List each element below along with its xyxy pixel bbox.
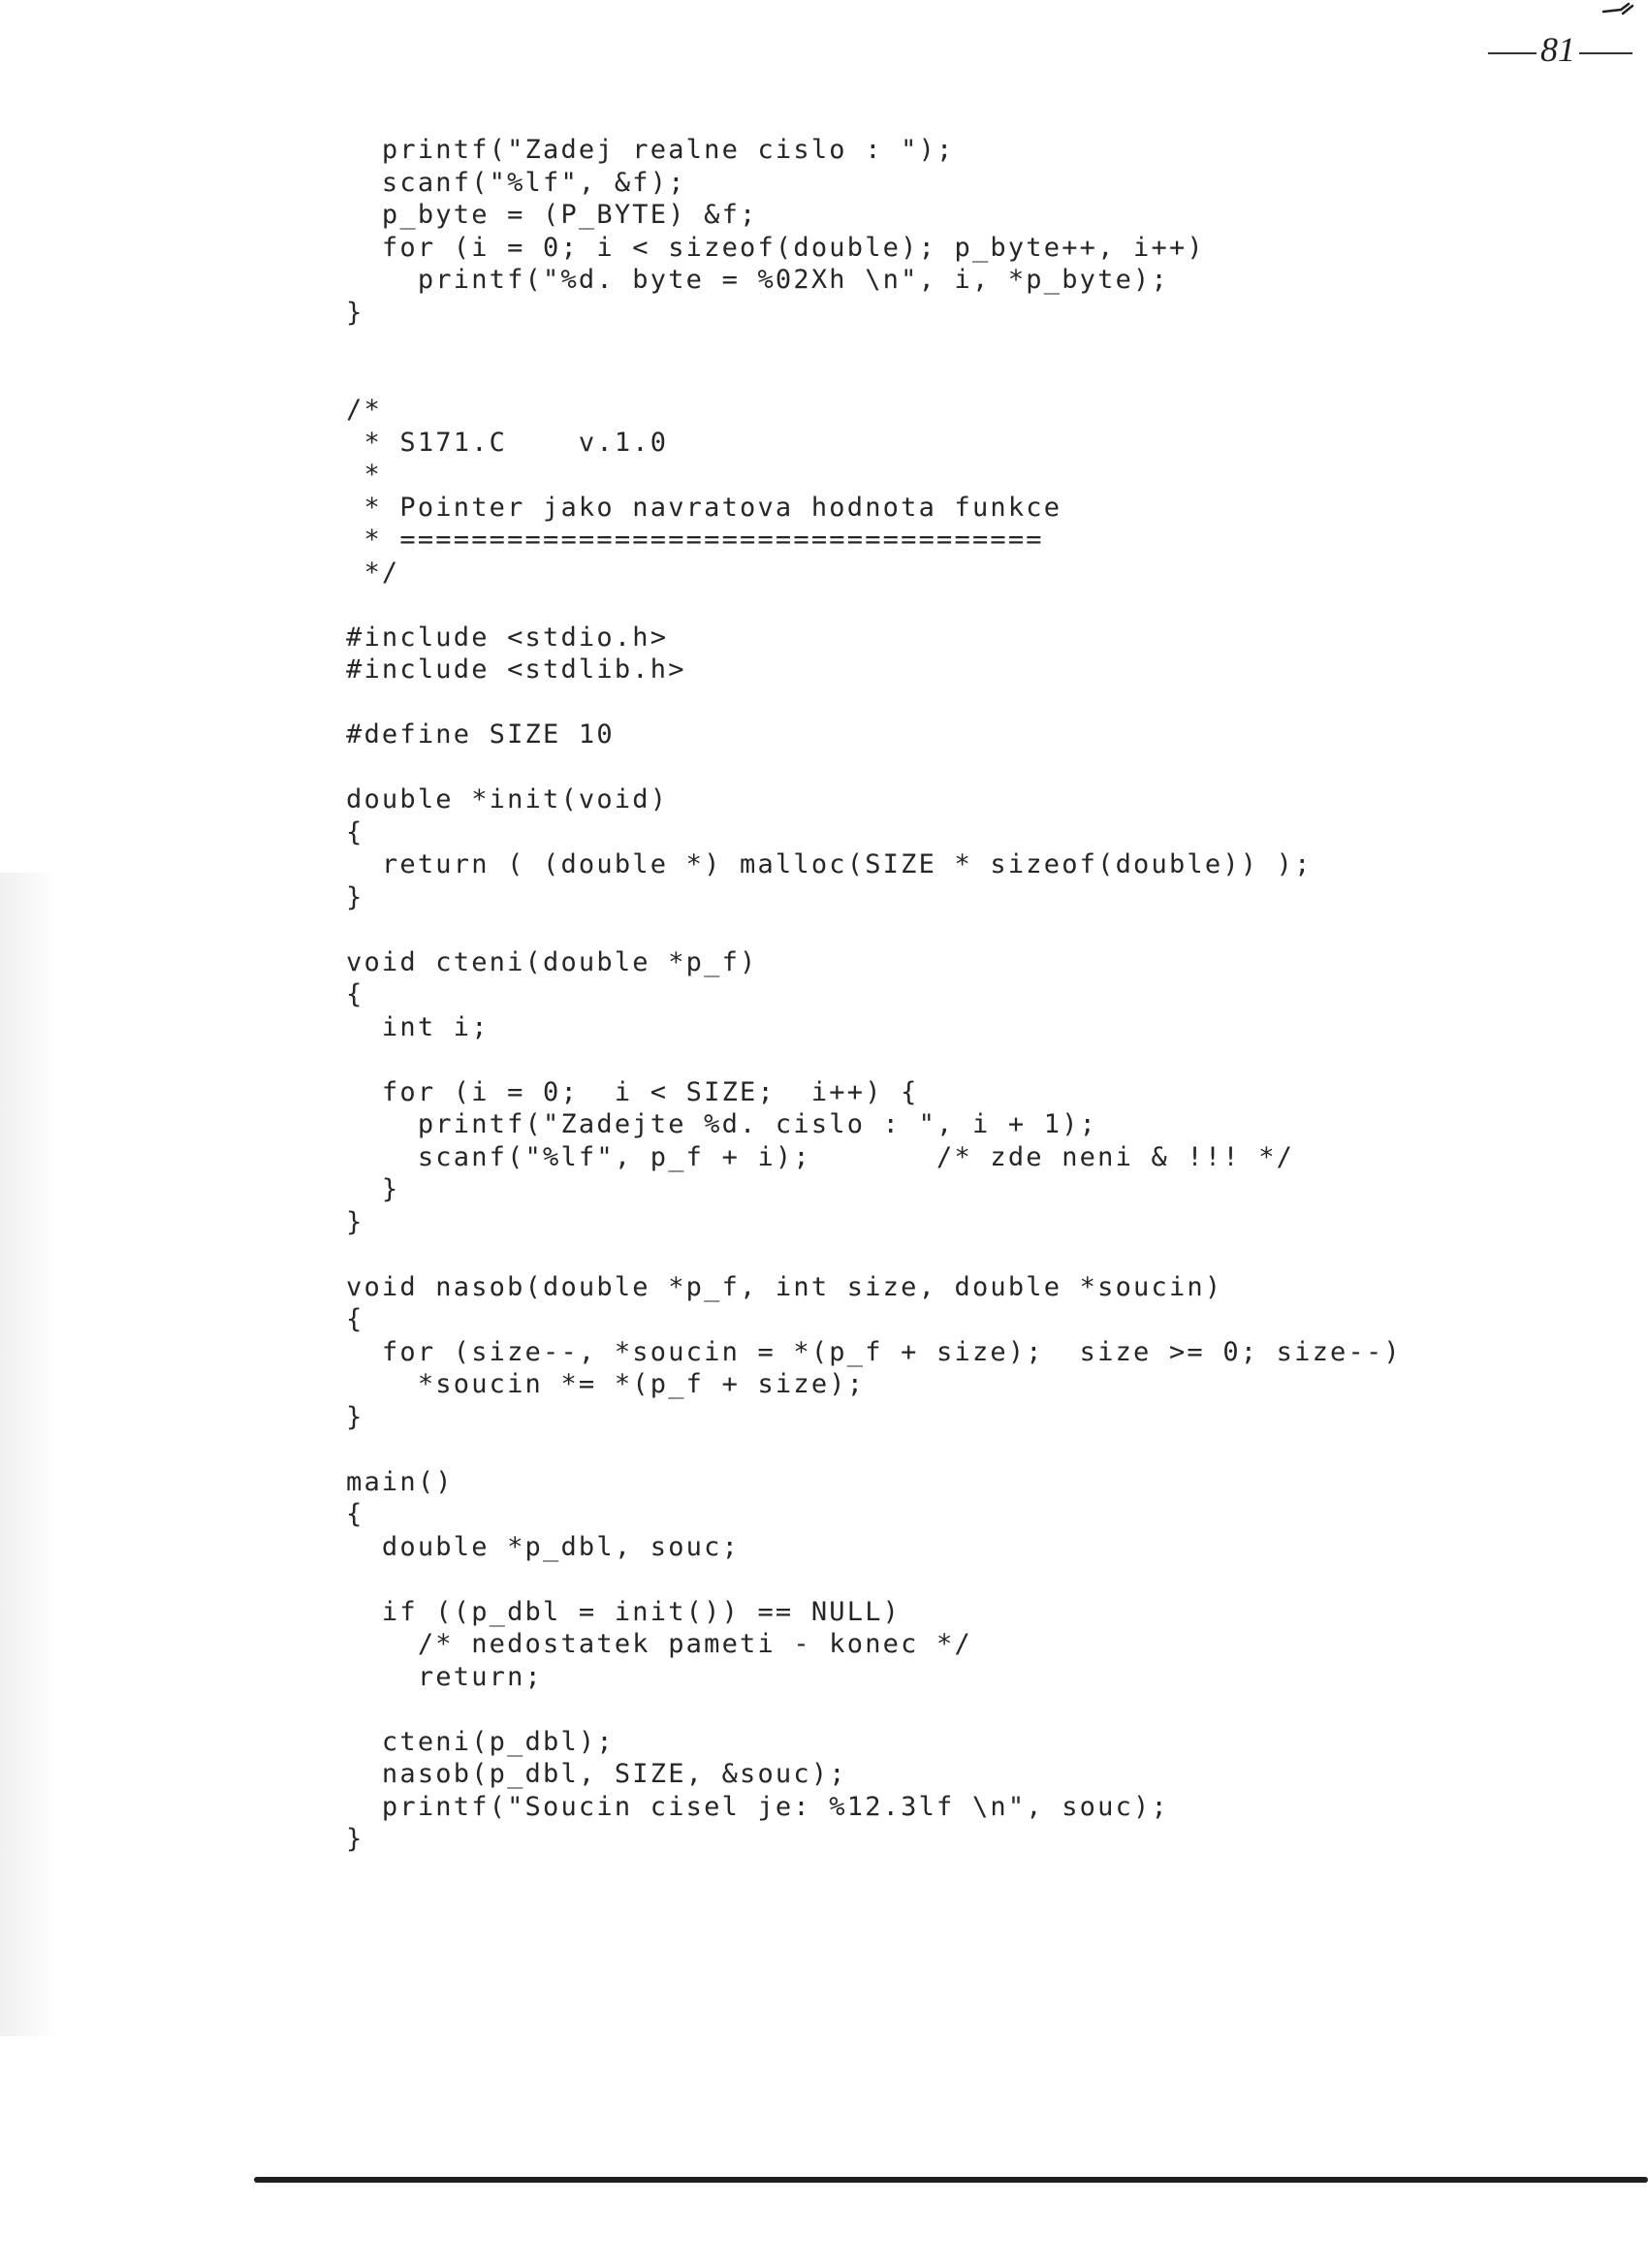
scan-shadow xyxy=(0,873,58,2036)
code-line: return ( (double *) malloc(SIZE * sizeof(double)) ); xyxy=(346,849,1313,879)
code-line: */ xyxy=(346,557,400,588)
code-line: return; xyxy=(346,1661,544,1692)
code-line: if ((p_dbl = init()) == NULL) xyxy=(346,1596,902,1627)
code-line: double *init(void) xyxy=(346,784,669,815)
code-line: /* xyxy=(346,395,382,425)
code-line xyxy=(346,1563,1558,1596)
code-line: for (i = 0; i < SIZE; i++) { xyxy=(346,1076,919,1107)
code-line xyxy=(346,913,1558,946)
code-line: *soucin *= *(p_f + size); xyxy=(346,1369,866,1399)
code-line: for (i = 0; i < sizeof(double); p_byte++, i++) xyxy=(346,232,1205,263)
code-line: * S171.C v.1.0 xyxy=(346,427,669,458)
page-number-dash-right xyxy=(1579,52,1632,54)
code-line: #define SIZE 10 xyxy=(346,719,615,750)
code-line: p_byte = (P_BYTE) &f; xyxy=(346,200,758,230)
code-line: double *p_dbl, souc; xyxy=(346,1531,741,1562)
code-line: * Pointer jako navratova hodnota funkce xyxy=(346,492,1062,523)
code-line: } xyxy=(346,1174,400,1204)
code-line: scanf("%lf", &f); xyxy=(346,167,686,198)
code-line xyxy=(346,687,1558,719)
code-line: main() xyxy=(346,1466,454,1497)
code-line: } xyxy=(346,297,364,328)
code-line: void cteni(double *p_f) xyxy=(346,946,758,977)
code-line: * ==================================== xyxy=(346,525,1044,555)
code-line xyxy=(346,329,1558,362)
page-number-value: 81 xyxy=(1540,30,1575,69)
code-line: scanf("%lf", p_f + i); /* zde neni & !!! */ xyxy=(346,1141,1295,1172)
code-line: { xyxy=(346,816,364,847)
code-line: * xyxy=(346,460,382,490)
code-line xyxy=(346,1433,1558,1466)
page-number xyxy=(1488,29,1632,70)
page-number-dash-left xyxy=(1488,52,1537,54)
code-line: int i; xyxy=(346,1011,490,1042)
code-line: for (size--, *soucin = *(p_f + size); size >= 0; size--) xyxy=(346,1336,1402,1367)
code-line: } xyxy=(346,881,364,912)
bottom-rule xyxy=(254,2177,1648,2183)
code-line: printf("Zadej realne cislo : "); xyxy=(346,135,955,165)
code-line: { xyxy=(346,1304,364,1334)
code-line: printf("Soucin cisel je: %12.3lf \n", souc); xyxy=(346,1791,1169,1822)
code-line: #include <stdlib.h> xyxy=(346,655,686,685)
code-line: } xyxy=(346,1206,364,1237)
code-line: #include <stdio.h> xyxy=(346,622,669,653)
code-listing xyxy=(346,134,1558,1856)
code-line xyxy=(346,1693,1558,1726)
code-line xyxy=(346,751,1558,784)
code-line: { xyxy=(346,979,364,1009)
code-line xyxy=(346,1238,1558,1271)
code-line: void nasob(double *p_f, int size, double *soucin) xyxy=(346,1271,1223,1302)
code-line: } xyxy=(346,1401,364,1432)
corner-scribble-mark xyxy=(1600,0,1638,19)
code-line: } xyxy=(346,1824,364,1854)
code-line xyxy=(346,589,1558,622)
code-line: printf("%d. byte = %02Xh \n", i, *p_byte); xyxy=(346,265,1169,295)
code-line xyxy=(346,362,1558,395)
code-line: cteni(p_dbl); xyxy=(346,1726,615,1757)
code-line: printf("Zadejte %d. cislo : ", i + 1); xyxy=(346,1109,1098,1139)
code-line: /* nedostatek pameti - konec */ xyxy=(346,1629,972,1659)
code-line: nasob(p_dbl, SIZE, &souc); xyxy=(346,1759,847,1789)
code-line xyxy=(346,1043,1558,1076)
code-line: { xyxy=(346,1499,364,1529)
